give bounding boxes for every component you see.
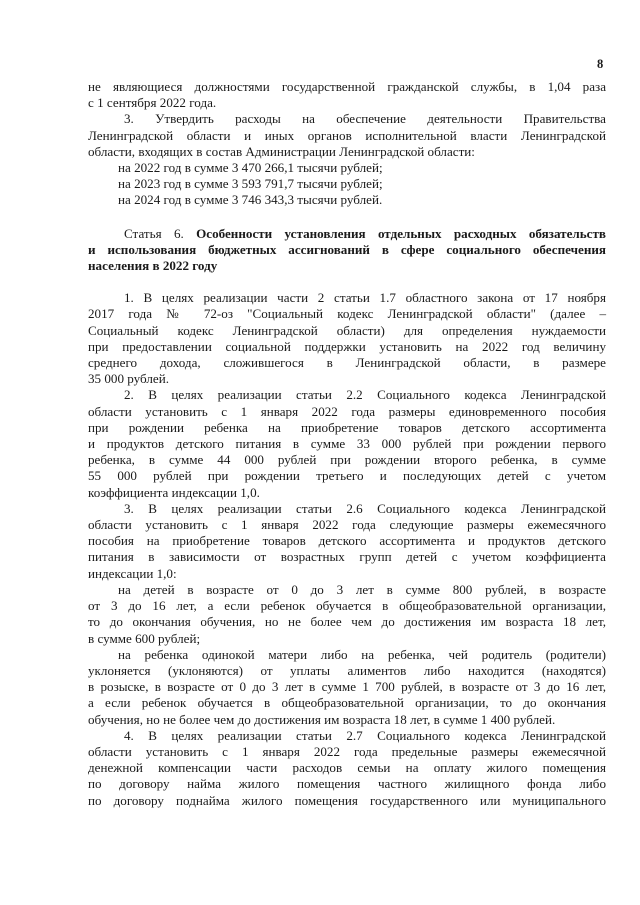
article-prefix: Статья 6.	[124, 225, 184, 241]
list-item: на 2024 год в сумме 3 746 343,3 тысячи рублей.	[118, 192, 383, 208]
text-line: среднего дохода, сложившегося в Ленинградской области, в размере	[88, 355, 606, 371]
list-item: на 2022 год в сумме 3 470 266,1 тысячи рублей;	[118, 160, 383, 176]
text-line: и продуктов детского питания в сумме 33 000 рублей при рождении первого	[88, 436, 606, 452]
text-line: 55 000 рублей при рождении третьего и последующих детей с учетом	[88, 468, 606, 484]
text-line: Ленинградской области и иных органов исполнительной власти Ленинградской	[88, 127, 606, 143]
text-line: ребенка, в сумме 44 000 рублей при рождении второго ребенка, в сумме	[88, 452, 606, 468]
text-line: 3. В целях реализации статьи 2.6 Социального кодекса Ленинградской	[124, 500, 606, 516]
text-line: питания в зависимости от возрастных групп детей с учетом коэффициента	[88, 549, 606, 565]
text-line: от 3 до 16 лет, а если ребенок обучается в общеобразовательной организации,	[88, 598, 606, 614]
text-line: 3. Утвердить расходы на обеспечение деятельности Правительства	[124, 111, 606, 127]
page-number: 8	[597, 57, 604, 71]
text-line: с 1 сентября 2022 года.	[88, 95, 217, 111]
text-line: денежной компенсации части расходов семьи на оплату жилого помещения	[88, 760, 606, 776]
text-line: на ребенка одинокой матери либо на ребенка, чей родитель (родители)	[118, 646, 606, 662]
text-line: области установить с 1 января 2022 года предельные размеры ежемесячной	[88, 743, 606, 759]
text-line: области установить с 1 января 2022 года размеры единовременного пособия	[88, 403, 606, 419]
text-line: 4. В целях реализации статьи 2.7 Социального кодекса Ленинградской	[124, 727, 606, 743]
article-heading	[88, 258, 606, 274]
article-heading	[88, 226, 606, 242]
text-line: не являющиеся должностями государственной гражданской службы, в 1,04 раза	[88, 79, 606, 94]
text-line: в сумме 600 рублей;	[88, 630, 201, 646]
text-line: 2017 года № 72-оз "Социальный кодекс Ленинградской области" (далее –	[88, 306, 606, 322]
article-heading	[88, 242, 606, 258]
list-item: на 2023 год в сумме 3 593 791,7 тысячи рублей;	[118, 176, 383, 192]
text-line: при рождении ребенка на приобретение товаров детского ассортимента	[88, 419, 606, 435]
text-line: 35 000 рублей.	[88, 371, 169, 387]
text-line: при предоставлении социальной поддержки установить на 2022 год величину	[88, 338, 606, 354]
text-line: по договору найма жилого помещения частного жилищного фонда либо	[88, 776, 606, 792]
text-line: то до окончания обучения, но не более чем до достижения им возраста 18 лет,	[88, 614, 606, 630]
text-line: 2. В целях реализации статьи 2.2 Социального кодекса Ленинградской	[124, 387, 606, 403]
text-line: коэффициента индексации 1,0.	[88, 484, 260, 500]
text-line: уклоняется (уклоняются) от уплаты алиментов либо находится (находятся)	[88, 662, 606, 678]
text-line: Социальный кодекс Ленинградской области) для определения нуждаемости	[88, 322, 606, 338]
text-line: индексации 1,0:	[88, 565, 177, 581]
text-line: пособия на приобретение товаров детского ассортимента и продуктов детского	[88, 533, 606, 549]
text-line: а если ребенок обучается в общеобразовательной организации, то до окончания	[88, 695, 606, 711]
article-title: населения в 2022 году	[88, 258, 218, 274]
text-line: области, входящих в состав Администрации Ленинградской области:	[88, 143, 475, 159]
article-title: и использования бюджетных ассигнований в сфере социального обеспечения	[88, 241, 606, 257]
text-line: в розыске, в возрасте от 0 до 3 лет в сумме 1 700 рублей, в возрасте от 3 до 16 лет,	[88, 679, 606, 695]
text-line: по договору поднайма жилого помещения государственного или муниципального	[88, 792, 606, 808]
document-body	[88, 79, 606, 809]
article-title: Особенности установления отдельных расходных обязательств	[196, 225, 606, 241]
text-line: 1. В целях реализации части 2 статьи 1.7 областного закона от 17 ноября	[124, 290, 606, 306]
text-line: обучения, но не более чем до достижения им возраста 18 лет, в сумме 1 400 рублей.	[88, 711, 556, 727]
text-line: на детей в возрасте от 0 до 3 лет в сумме 800 рублей, в возрасте	[118, 581, 606, 597]
text-line: области установить с 1 января 2022 года следующие размеры ежемесячного	[88, 517, 606, 533]
